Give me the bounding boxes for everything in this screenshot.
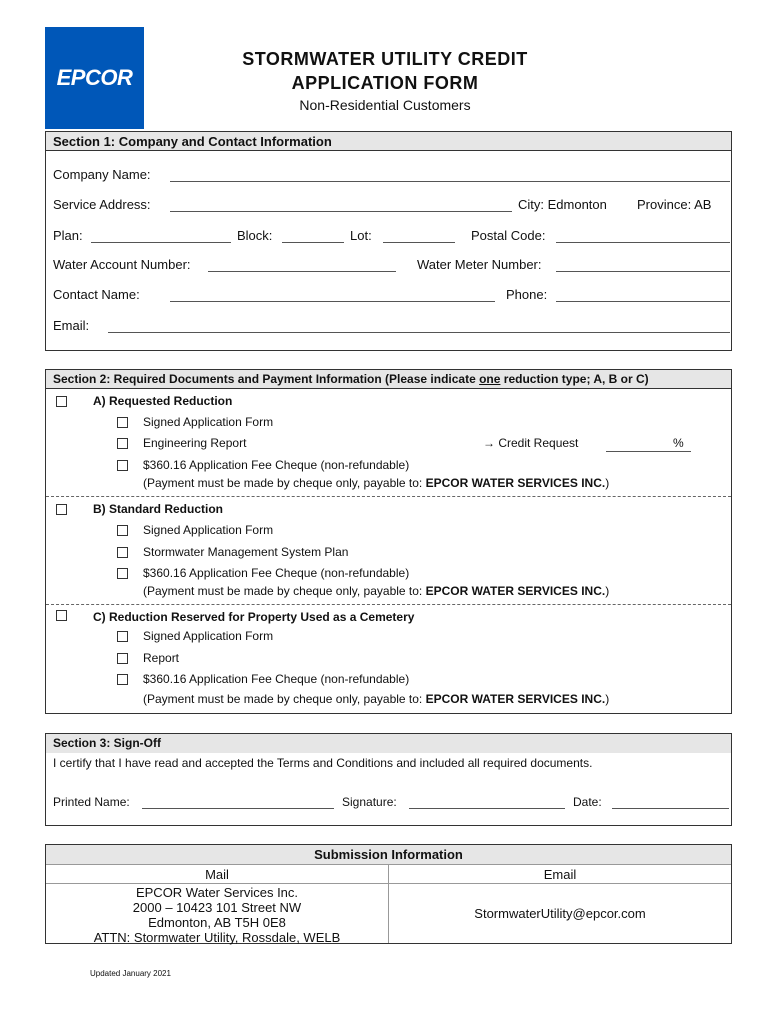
a-item-fee-cheque: $360.16 Application Fee Cheque (non-refundable) <box>143 458 410 472</box>
plan-field[interactable] <box>91 242 231 243</box>
option-b-label: B) Standard Reduction <box>93 502 224 516</box>
updated-note: Updated January 2021 <box>90 969 171 978</box>
contact-name-label: Contact Name: <box>53 287 140 302</box>
form-title-line1: STORMWATER UTILITY CREDIT <box>242 49 528 69</box>
city-label: City: Edmonton <box>518 197 607 212</box>
c-item-report: Report <box>143 651 180 665</box>
section-sign-off <box>45 733 732 826</box>
checkbox-b-fee-cheque[interactable] <box>117 568 128 579</box>
signature-field[interactable] <box>409 808 565 809</box>
checkbox-cemetery-reduction[interactable] <box>56 610 67 621</box>
checkbox-a-fee-cheque[interactable] <box>117 460 128 471</box>
section2-heading <box>46 370 731 389</box>
checkbox-c-report[interactable] <box>117 653 128 664</box>
form-subtitle: Non-Residential Customers <box>299 97 471 113</box>
address-line: 2000 – 10423 101 Street NW <box>132 900 302 915</box>
company-name-label: Company Name: <box>53 167 151 182</box>
section2-heading-pre: Section 2: Required Documents and Payment Information (Please indicate <box>53 372 480 386</box>
credit-request-field[interactable] <box>606 451 691 452</box>
checkbox-a-engineering-report[interactable] <box>117 438 128 449</box>
epcor-logo <box>45 27 144 129</box>
address-line: EPCOR Water Services Inc. <box>135 885 299 900</box>
logo-text: EPCOR <box>56 65 133 90</box>
c-item-fee-cheque: $360.16 Application Fee Cheque (non-refundable) <box>143 672 410 686</box>
a-item-signed-form: Signed Application Form <box>143 415 274 429</box>
submission-column-headers <box>46 865 731 884</box>
plan-label: Plan: <box>53 228 83 243</box>
email-column-header: Email <box>543 867 577 882</box>
address-line: Edmonton, AB T5H 0E8 <box>148 915 286 930</box>
submission-info-table <box>45 844 732 944</box>
phone-field[interactable] <box>556 301 730 302</box>
b-item-signed-form: Signed Application Form <box>143 523 274 537</box>
lot-label: Lot: <box>350 228 372 243</box>
section-company-contact <box>45 131 732 351</box>
certify-statement: I certify that I have read and accepted the Terms and Conditions and included all required documents. <box>53 756 593 770</box>
divider-a-b <box>46 496 731 497</box>
section2-heading-emphasis: one <box>479 372 501 386</box>
mail-column-header: Mail <box>46 865 389 883</box>
submission-email[interactable]: StormwaterUtility@epcor.com <box>474 906 646 921</box>
printed-name-label: Printed Name: <box>53 795 130 809</box>
a-payment-note: (Payment must be made by cheque only, payable to: EPCOR WATER SERVICES INC.) <box>143 476 610 490</box>
submission-heading: Submission Information <box>46 845 731 865</box>
credit-percent: % <box>673 436 684 450</box>
divider-b-c <box>46 604 731 605</box>
checkbox-c-signed-form[interactable] <box>117 631 128 642</box>
address-line: ATTN: Stormwater Utility, Rossdale, WELB <box>93 930 341 945</box>
c-item-signed-form: Signed Application Form <box>143 629 274 643</box>
company-name-field[interactable] <box>170 181 730 182</box>
date-field[interactable] <box>612 808 729 809</box>
checkbox-b-management-plan[interactable] <box>117 547 128 558</box>
b-item-management-plan: Stormwater Management System Plan <box>143 545 349 559</box>
mail-address <box>46 884 389 943</box>
phone-label: Phone: <box>506 287 548 302</box>
credit-request-label: → Credit Request <box>483 436 579 450</box>
water-account-field[interactable] <box>208 271 396 272</box>
email-field[interactable] <box>108 332 730 333</box>
b-item-fee-cheque: $360.16 Application Fee Cheque (non-refundable) <box>143 566 410 580</box>
section-required-documents <box>45 369 732 714</box>
printed-name-field[interactable] <box>142 808 334 809</box>
option-c-label: C) Reduction Reserved for Property Used as a Cemetery <box>93 610 415 624</box>
b-payment-note: (Payment must be made by cheque only, payable to: EPCOR WATER SERVICES INC.) <box>143 584 610 598</box>
checkbox-requested-reduction[interactable] <box>56 396 67 407</box>
block-label: Block: <box>237 228 273 243</box>
contact-name-field[interactable] <box>170 301 495 302</box>
email-cell <box>389 884 731 943</box>
date-label: Date: <box>573 795 602 809</box>
submission-body <box>46 884 731 943</box>
water-meter-label: Water Meter Number: <box>417 257 542 272</box>
checkbox-standard-reduction[interactable] <box>56 504 67 515</box>
c-payment-note: (Payment must be made by cheque only, payable to: EPCOR WATER SERVICES INC.) <box>143 692 610 706</box>
water-meter-field[interactable] <box>556 271 730 272</box>
postal-code-field[interactable] <box>556 242 730 243</box>
section2-heading-post: reduction type; A, B or C) <box>500 372 649 386</box>
service-address-label: Service Address: <box>53 197 151 212</box>
service-address-field[interactable] <box>170 211 512 212</box>
water-account-label: Water Account Number: <box>53 257 191 272</box>
checkbox-a-signed-form[interactable] <box>117 417 128 428</box>
form-title-line2: APPLICATION FORM <box>291 73 479 93</box>
option-a-label: A) Requested Reduction <box>93 394 233 408</box>
lot-field[interactable] <box>383 242 455 243</box>
section1-heading: Section 1: Company and Contact Information <box>46 132 731 151</box>
block-field[interactable] <box>282 242 344 243</box>
section3-heading: Section 3: Sign-Off <box>46 734 731 753</box>
checkbox-c-fee-cheque[interactable] <box>117 674 128 685</box>
a-item-engineering-report: Engineering Report <box>143 436 247 450</box>
email-label: Email: <box>53 318 90 333</box>
checkbox-b-signed-form[interactable] <box>117 525 128 536</box>
province-label: Province: AB <box>637 197 712 212</box>
signature-label: Signature: <box>342 795 397 809</box>
postal-code-label: Postal Code: <box>471 228 546 243</box>
